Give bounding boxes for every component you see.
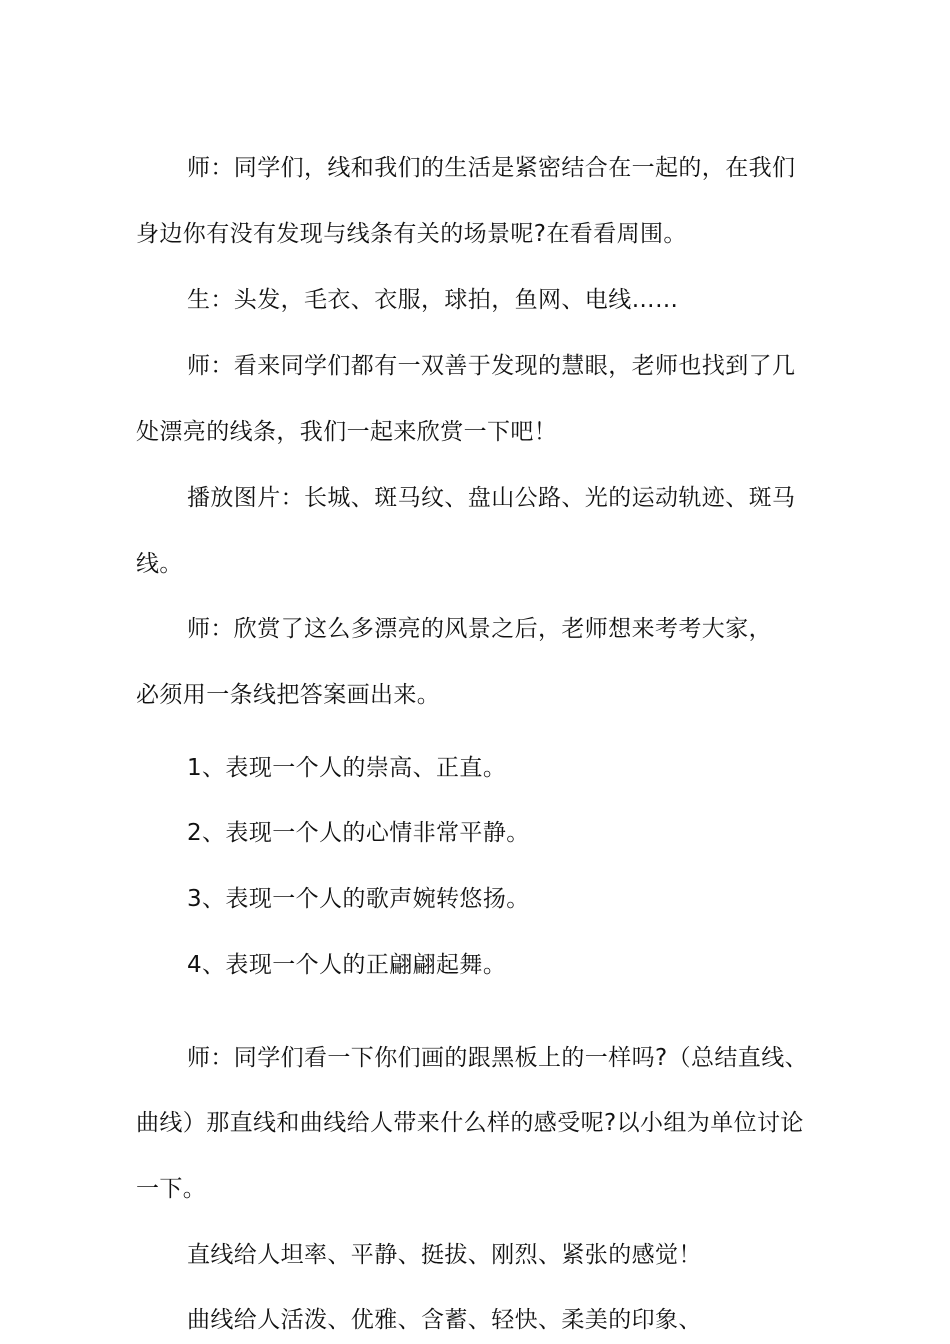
paragraph-teacher-praise-line-2: 处漂亮的线条，我们一起来欣赏一下吧！: [136, 419, 558, 445]
paragraph-curve-line-feeling: 曲线给人活泼、优雅、含蓄、轻快、柔美的印象、: [187, 1307, 702, 1333]
quiz-item-1: 1、表现一个人的崇高、正直。: [187, 755, 507, 781]
quiz-item-4: 4、表现一个人的正翩翩起舞。: [187, 952, 507, 978]
paragraph-teacher-praise-line-1: 师：看来同学们都有一双善于发现的慧眼，老师也找到了几: [187, 353, 796, 379]
quiz-item-3: 3、表现一个人的歌声婉转悠扬。: [187, 886, 530, 912]
paragraph-show-images-line-2: 线。: [136, 551, 183, 577]
paragraph-teacher-summary-line-1: 师：同学们看一下你们画的跟黑板上的一样吗?（总结直线、: [187, 1045, 809, 1071]
quiz-item-2: 2、表现一个人的心情非常平静。: [187, 820, 530, 846]
paragraph-teacher-summary-line-2: 曲线）那直线和曲线给人带来什么样的感受呢?以小组为单位讨论: [136, 1110, 804, 1136]
paragraph-teacher-intro-line-1: 师：同学们，线和我们的生活是紧密结合在一起的，在我们: [187, 155, 796, 181]
paragraph-student-answer: 生：头发，毛衣、衣服，球拍，鱼网、电线……: [187, 287, 679, 313]
paragraph-teacher-intro-line-2: 身边你有没有发现与线条有关的场景呢?在看看周围。: [136, 221, 687, 247]
paragraph-teacher-quiz-line-2: 必须用一条线把答案画出来。: [136, 682, 441, 708]
paragraph-teacher-quiz-line-1: 师：欣赏了这么多漂亮的风景之后，老师想来考考大家，: [187, 616, 772, 642]
paragraph-show-images-line-1: 播放图片：长城、斑马纹、盘山公路、光的运动轨迹、斑马: [187, 485, 796, 511]
paragraph-teacher-summary-line-3: 一下。: [136, 1176, 207, 1202]
paragraph-straight-line-feeling: 直线给人坦率、平静、挺拔、刚烈、紧张的感觉！: [187, 1242, 702, 1268]
